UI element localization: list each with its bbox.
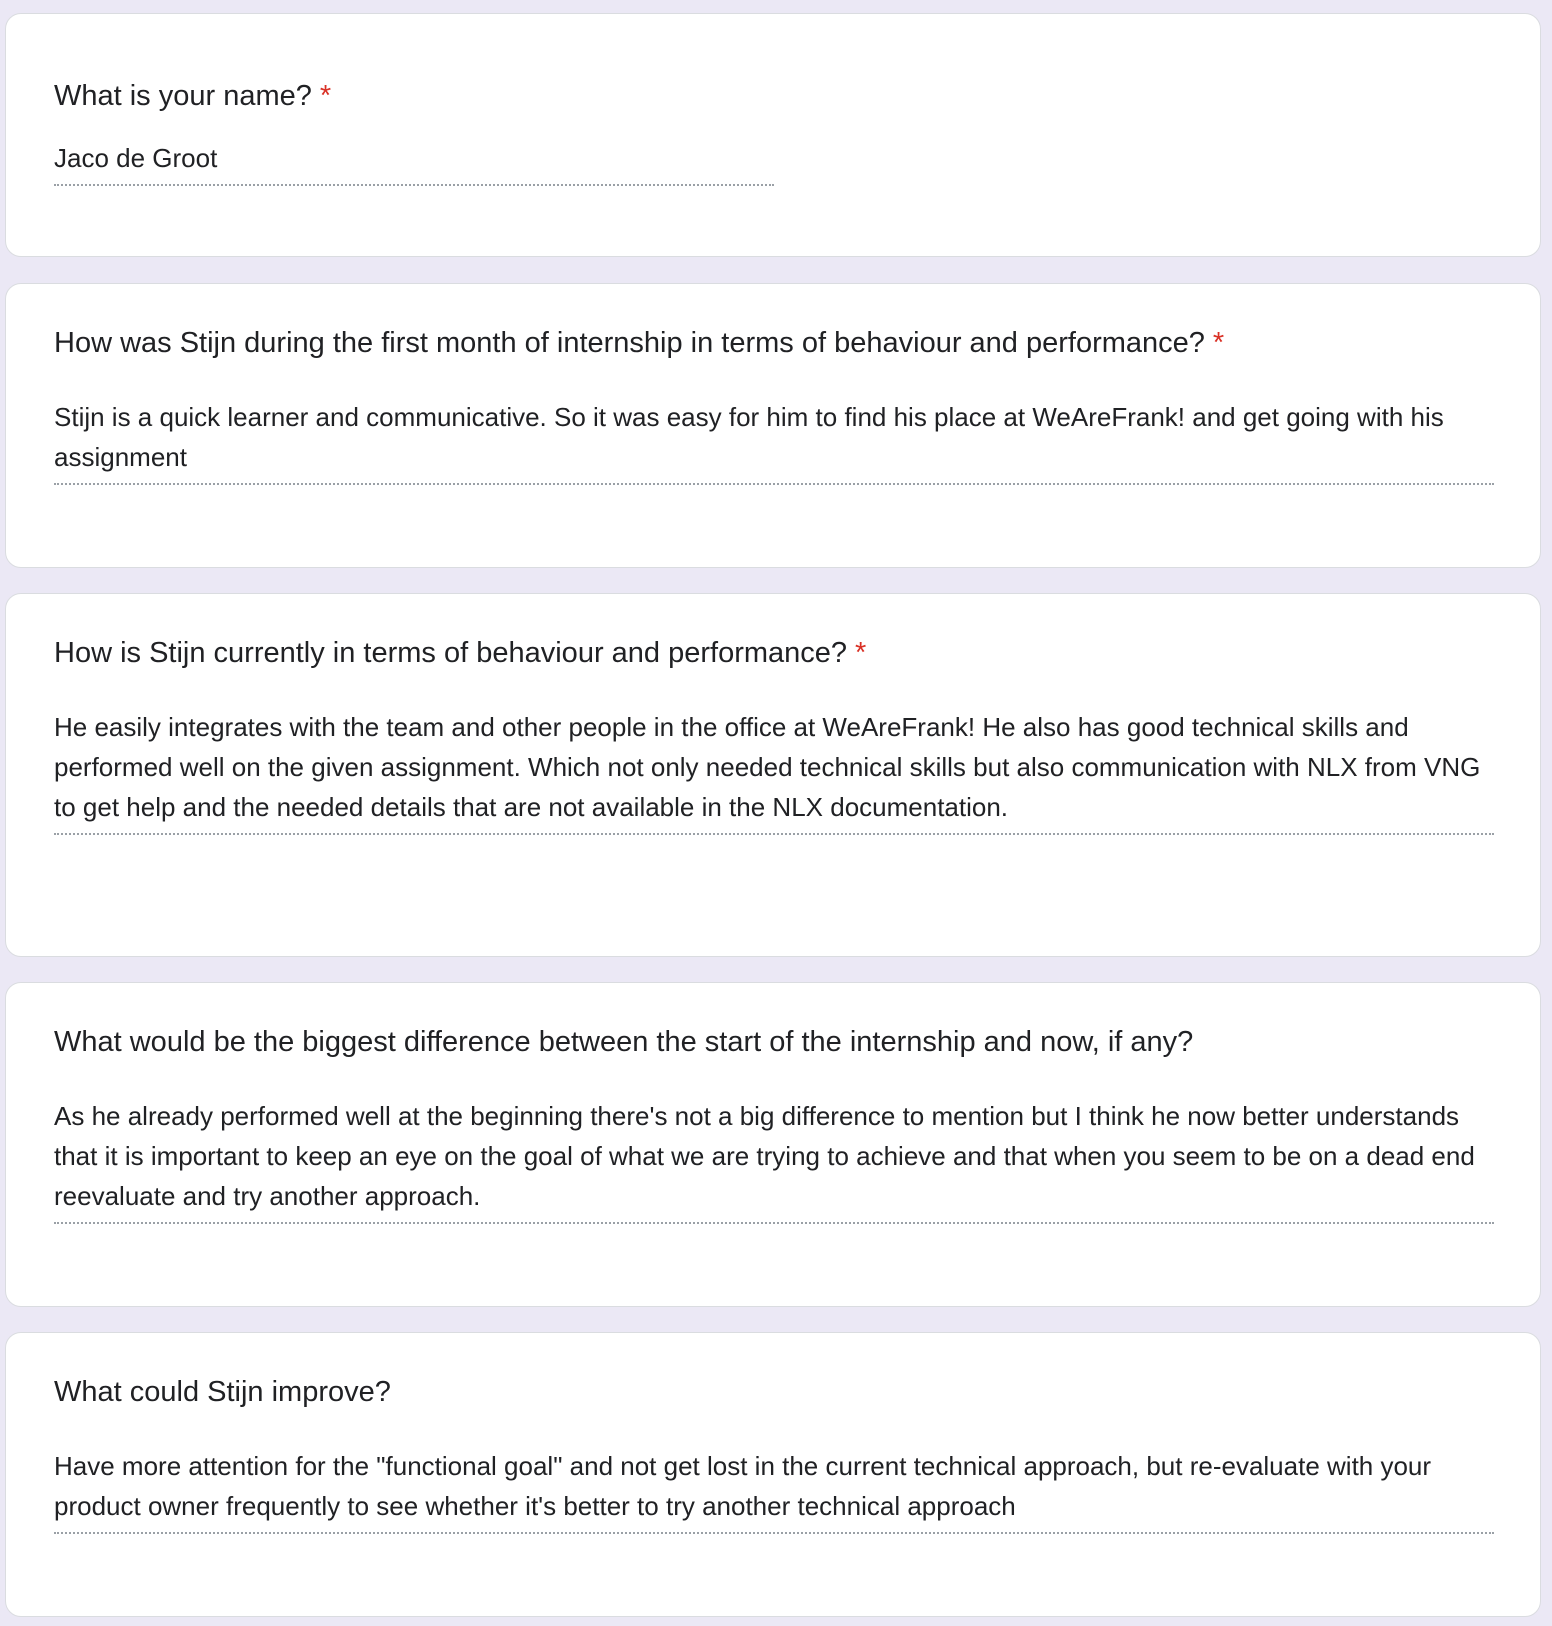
question-card-improve (5, 1332, 1541, 1617)
question-label: How was Stijn during the first month of internship in terms of behaviour and performance? (54, 327, 1205, 359)
question-card-first-month (5, 283, 1541, 568)
required-asterisk: * (855, 637, 867, 669)
question-title (54, 325, 1224, 361)
question-label: How is Stijn currently in terms of behaviour and performance? (54, 637, 848, 669)
question-title (54, 1024, 1193, 1060)
improve-answer-field[interactable]: Have more attention for the "functional goal" and not get lost in the current technical approach, but re-evaluate with your product owner frequently to see whether it's better to try another technical approach (54, 1446, 1494, 1534)
question-title (54, 78, 331, 114)
question-label: What could Stijn improve? (54, 1376, 391, 1408)
required-asterisk: * (319, 80, 332, 112)
required-asterisk: * (1212, 327, 1225, 359)
question-card-name (5, 13, 1541, 257)
question-title (54, 635, 866, 671)
question-title (54, 1374, 391, 1410)
name-answer-field[interactable]: Jaco de Groot (54, 138, 774, 186)
first-month-answer-field[interactable]: Stijn is a quick learner and communicative. So it was easy for him to find his place at WeAreFrank! and get going with his assignment (54, 397, 1494, 485)
question-label: What would be the biggest difference between the start of the internship and now, if any? (54, 1026, 1194, 1058)
biggest-difference-answer-field[interactable]: As he already performed well at the beginning there's not a big difference to mention but I think he now better understands that it is important to keep an eye on the goal of what we are trying to achieve and that when you seem to be on a dead end reevaluate and try another approach. (54, 1096, 1494, 1224)
question-card-current (5, 593, 1541, 957)
current-performance-answer-field[interactable]: He easily integrates with the team and other people in the office at WeAreFrank! He also has good technical skills and performed well on the given assignment. Which not only needed technical skills but also communication with NLX from VNG to get help and the needed details that are not available in the NLX documentation. (54, 707, 1494, 835)
question-label: What is your name? (54, 80, 312, 112)
question-card-biggest-difference (5, 982, 1541, 1307)
